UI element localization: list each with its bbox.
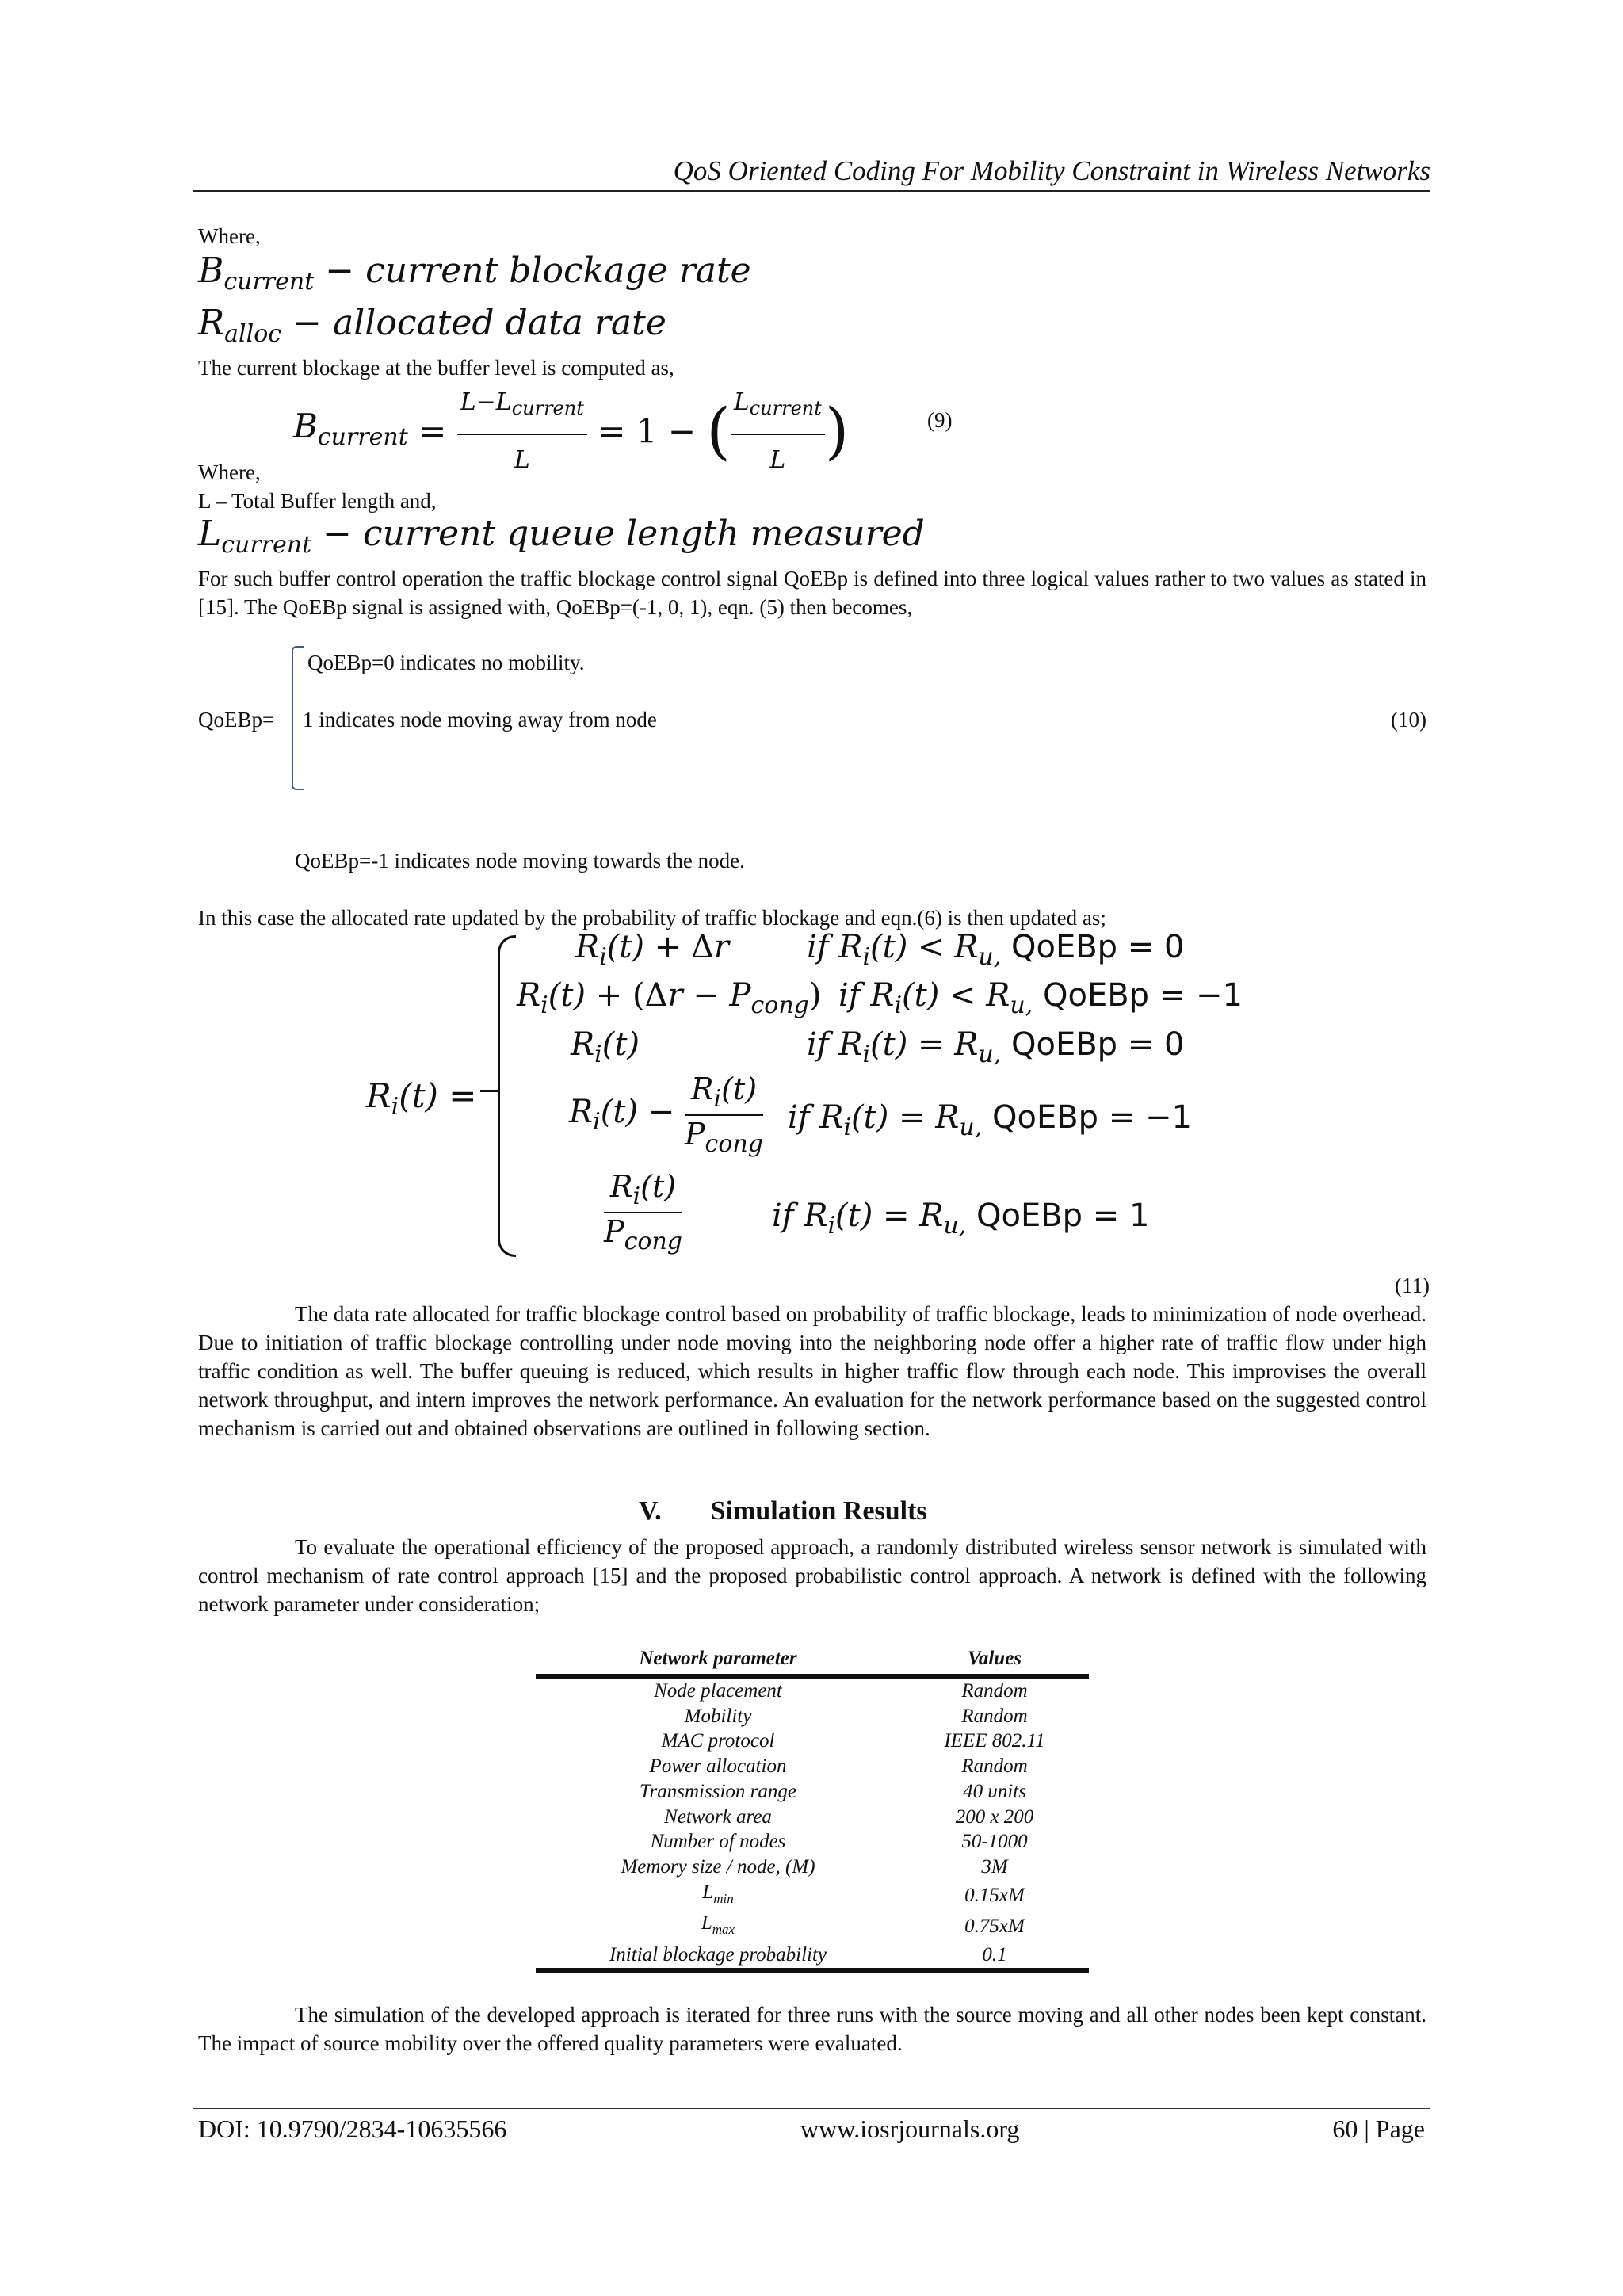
param-cell: Network area [664, 1805, 772, 1828]
table-row [536, 1829, 1089, 1855]
eq10-number: (10) [1391, 708, 1426, 732]
col-header-parameter: Network parameter [639, 1648, 797, 1669]
data-rate-paragraph: The data rate allocated for traffic blockage control based on probability of traffic blockage, leads to minimization of node overhead. Due to initiation of traffic blockage controlling under node moving into the neighboring node offer a higher rate of traffic flow under high traffic condition as well. The buffer queuing is reduced, which results in higher traffic flow through each node. This improvises the overall network throughput, and intern improves the network performance. An evaluation for the network performance based on the suggested control mechanism is carried out and obtained observations are outlined in following section. [198, 1302, 1426, 1440]
table-row [536, 1729, 1089, 1754]
running-header: QoS Oriented Coding For Mobility Constraint in Wireless Networks [673, 155, 1430, 186]
value-cell: 40 units [963, 1780, 1026, 1802]
eq11-case2-qoebp: QoEBp = −1 [1042, 977, 1243, 1014]
eq9-intro: The current blockage at the buffer level is computed as, [198, 356, 674, 380]
table-row [536, 1676, 1089, 1704]
param-cell: Node placement [654, 1680, 782, 1702]
section-number: V. [639, 1496, 662, 1526]
eq11-case2-cond: if $R_i(t) < R_{u,}$ QoEBp = −1 [838, 977, 1243, 1019]
value-cell: 200 x 200 [955, 1805, 1034, 1828]
param-cell: Power allocation [649, 1755, 787, 1778]
value-cell: 0.75xM [964, 1916, 1025, 1938]
footer-doi: DOI: 10.9790/2834-10635566 [198, 2115, 507, 2143]
section-title: Simulation Results [710, 1496, 927, 1526]
section-heading [639, 1496, 927, 1526]
value-cell: 0.1 [982, 1944, 1007, 1966]
qoebp-paragraph: For such buffer control operation the traffic blockage control signal QoEBp is defined into three logical values rather to two values as stated in [15]. The QoEBp signal is assigned with, QoEBp=(-1, 0, 1), eqn. (5) then becomes, [198, 567, 1426, 619]
table-row [536, 1704, 1089, 1729]
eq11-brace [498, 935, 516, 1257]
eq11-case5: $\frac{R_i(t)}{P_{cong}}$ [604, 1169, 682, 1255]
parameters-table [536, 1644, 1089, 1973]
b-current-desc: current blockage rate [365, 250, 751, 291]
value-cell: Random [961, 1705, 1028, 1727]
eq9-number: (9) [927, 408, 953, 432]
eq11-case3-cond: if $R_i(t) = R_{u,}$ QoEBp = 0 [807, 1026, 1185, 1068]
table-row [536, 1805, 1089, 1830]
eq10-case0: QoEBp=0 indicates no mobility. [307, 651, 585, 674]
parameters-table-wrap [536, 1644, 1089, 1973]
param-cell: MAC protocol [661, 1730, 775, 1752]
header-rule [193, 190, 1430, 192]
table-row [536, 1911, 1089, 1943]
eq11-case2: $R_i(t) + (\Delta r - P_{cong})$ [517, 977, 822, 1019]
rate-paragraph: In this case the allocated rate updated by the probability of traffic blockage and eqn.(6) is then updated as; [198, 906, 1106, 930]
eq11-case3-qoebp: QoEBp = 0 [1010, 1026, 1185, 1063]
param-cell: Initial blockage probability [609, 1944, 827, 1966]
eq11-case5-qoebp: QoEBp = 1 [976, 1198, 1150, 1234]
eq11-case1-qoebp: QoEBp = 0 [1010, 929, 1185, 965]
r-alloc-definition: $R_{alloc}$ − allocated data rate [198, 303, 666, 348]
eq11-case5-cond: if $R_i(t) = R_{u,}$ QoEBp = 1 [772, 1198, 1150, 1240]
eq11-case4-cond: if $R_i(t) = R_{u,}$ QoEBp = −1 [788, 1099, 1192, 1141]
value-cell: 50-1000 [961, 1831, 1028, 1853]
eq11-case4: $R_i(t)$ − $\frac{R_i(t)}{P_{cong}}$ [569, 1072, 763, 1158]
b-current-definition: $B_{current}$ − current blockage rate [198, 250, 751, 296]
param-cell: Number of nodes [650, 1831, 786, 1853]
eq11-case4-qoebp: QoEBp = −1 [991, 1099, 1192, 1136]
col-header-values: Values [967, 1648, 1022, 1669]
eq11-lhs: $R_i(t)$ = [366, 1076, 477, 1121]
table-row [536, 1880, 1089, 1912]
simulation-paragraph: To evaluate the operational efficiency of the proposed approach, a randomly distributed wireless sensor network is simulated with control mechanism of rate control approach [15] and the proposed probabilistic control approach. A network is defined with the following network parameter under consideration; [198, 1535, 1426, 1616]
l-current-definition: $L_{current}$ − current queue length measured [198, 514, 925, 559]
eq11-case1: $R_i(t) + \Delta r$ [575, 929, 729, 971]
footer-site: www.iosrjournals.org [800, 2115, 1020, 2143]
param-cell: Memory size / node, (M) [621, 1855, 815, 1878]
footer-rule [193, 2108, 1430, 2109]
table-row [536, 1779, 1089, 1805]
footer-page: 60 | Page [1332, 2115, 1425, 2143]
param-cell: Mobility [684, 1705, 752, 1727]
value-cell: IEEE 802.11 [944, 1730, 1045, 1752]
eq11-brace-tip [480, 1090, 498, 1092]
table-row [536, 1855, 1089, 1880]
where-label-2: Where, [198, 460, 261, 484]
value-cell: Random [961, 1680, 1028, 1702]
eq10-case1: 1 indicates node moving away from node [303, 708, 657, 732]
eq10-case-neg: QoEBp=-1 indicates node moving towards the node. [295, 849, 745, 873]
param-cell: $L_{min}$ [702, 1881, 734, 1906]
value-cell: Random [961, 1755, 1028, 1778]
table-row [536, 1754, 1089, 1779]
value-cell: 0.15xM [964, 1884, 1025, 1906]
table-row [536, 1943, 1089, 1970]
param-cell: Transmission range [640, 1780, 796, 1802]
param-cell: $L_{max}$ [701, 1912, 735, 1938]
eq11-number: (11) [1395, 1274, 1430, 1297]
eq10-lhs: QoEBp= [198, 708, 275, 732]
r-alloc-desc: allocated data rate [332, 303, 666, 343]
eq11-case3: $R_i(t)$ [571, 1026, 640, 1068]
closing-paragraph: The simulation of the developed approach is iterated for three runs with the source moving and all other nodes been kept constant. The impact of source mobility over the offered quality parameters were evaluated. [198, 2003, 1426, 2055]
where-label: Where, [198, 224, 261, 248]
l-current-desc: current queue length measured [363, 514, 925, 554]
eq11-case1-cond: if $R_i(t) < R_{u,}$ QoEBp = 0 [807, 929, 1185, 971]
equation-9: $B_{current}$ = $\frac{L-L_{current}}{L}$ = 1 − ( $\frac{L_{current}}{L}$ ) [293, 380, 849, 483]
l-definition: L – Total Buffer length and, [198, 489, 437, 513]
value-cell: 3M [981, 1855, 1008, 1878]
